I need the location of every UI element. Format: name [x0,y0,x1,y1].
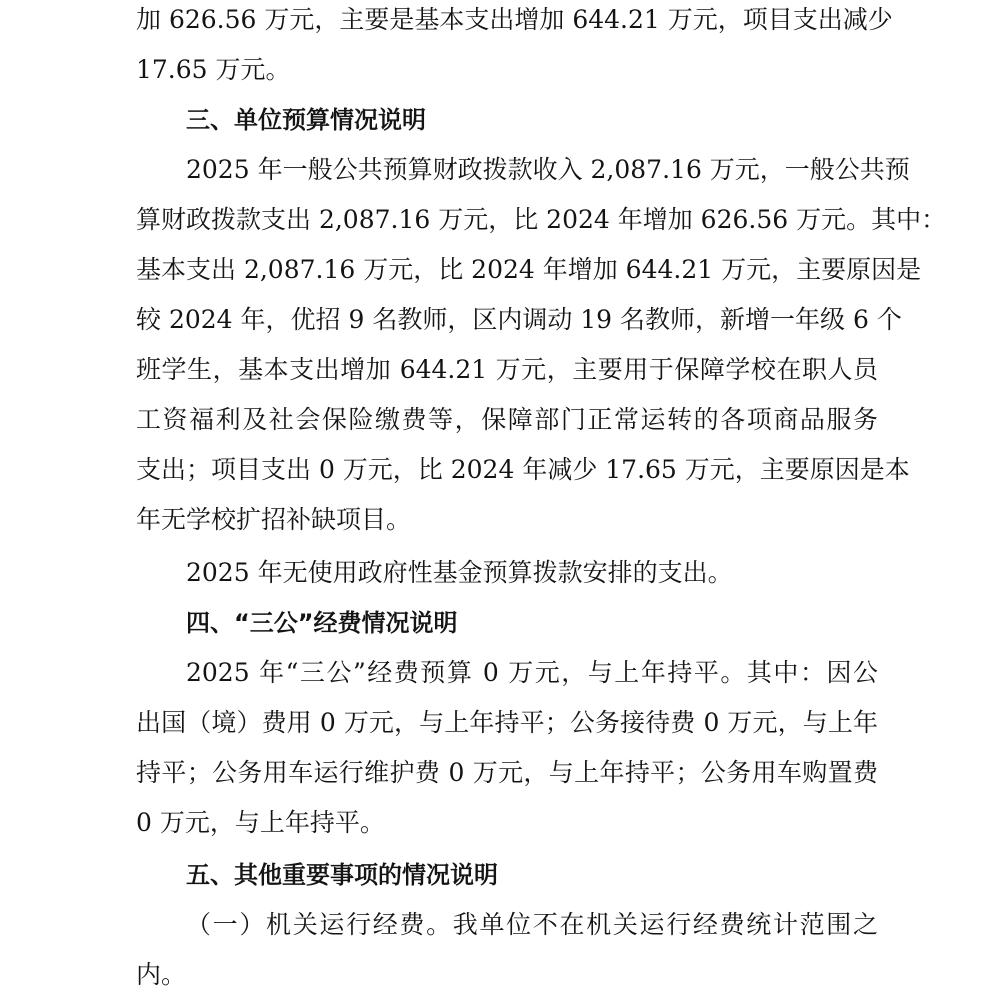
paragraph-line: 工资福利及社会保险缴费等，保障部门正常运转的各项商品服务 [136,405,878,434]
paragraph-line: 年无学校扩招补缺项目。 [136,505,412,534]
paragraph-line: 算财政拨款支出 2,087.16 万元，比 2024 年增加 626.56 万元。其中： [136,205,947,234]
paragraph-line: 持平；公务用车运行维护费 0 万元，与上年持平；公务用车购置费 [136,758,878,787]
paragraph-line: 出国（境）费用 0 万元，与上年持平；公务接待费 0 万元，与上年 [136,708,878,737]
section-heading-5: 五、其他重要事项的情况说明 [186,861,498,889]
section-heading-4: 四、“三公”经费情况说明 [186,609,458,637]
paragraph-line: 0 万元，与上年持平。 [136,808,385,837]
paragraph-line: 内。 [136,960,187,989]
paragraph-line: 2025 年“三公”经费预算 0 万元，与上年持平。其中：因公 [186,658,878,687]
paragraph-line: （一）机关运行经费。我单位不在机关运行经费统计范围之 [186,910,878,939]
section-heading-3: 三、单位预算情况说明 [186,106,426,134]
paragraph-line: 班学生，基本支出增加 644.21 万元，主要用于保障学校在职人员 [136,355,878,384]
paragraph-line: 17.65 万元。 [136,55,291,84]
paragraph-line: 2025 年一般公共预算财政拨款收入 2,087.16 万元，一般公共预 [186,155,910,184]
paragraph-line: 支出；项目支出 0 万元，比 2024 年减少 17.65 万元，主要原因是本 [136,455,910,484]
paragraph-line: 基本支出 2,087.16 万元，比 2024 年增加 644.21 万元，主要原因是 [136,255,922,284]
paragraph-line: 加 626.56 万元，主要是基本支出增加 644.21 万元，项目支出减少 [136,5,893,34]
paragraph-line: 较 2024 年，优招 9 名教师，区内调动 19 名教师，新增一年级 6 个 [136,305,902,334]
paragraph-line: 2025 年无使用政府性基金预算拨款安排的支出。 [186,558,733,587]
